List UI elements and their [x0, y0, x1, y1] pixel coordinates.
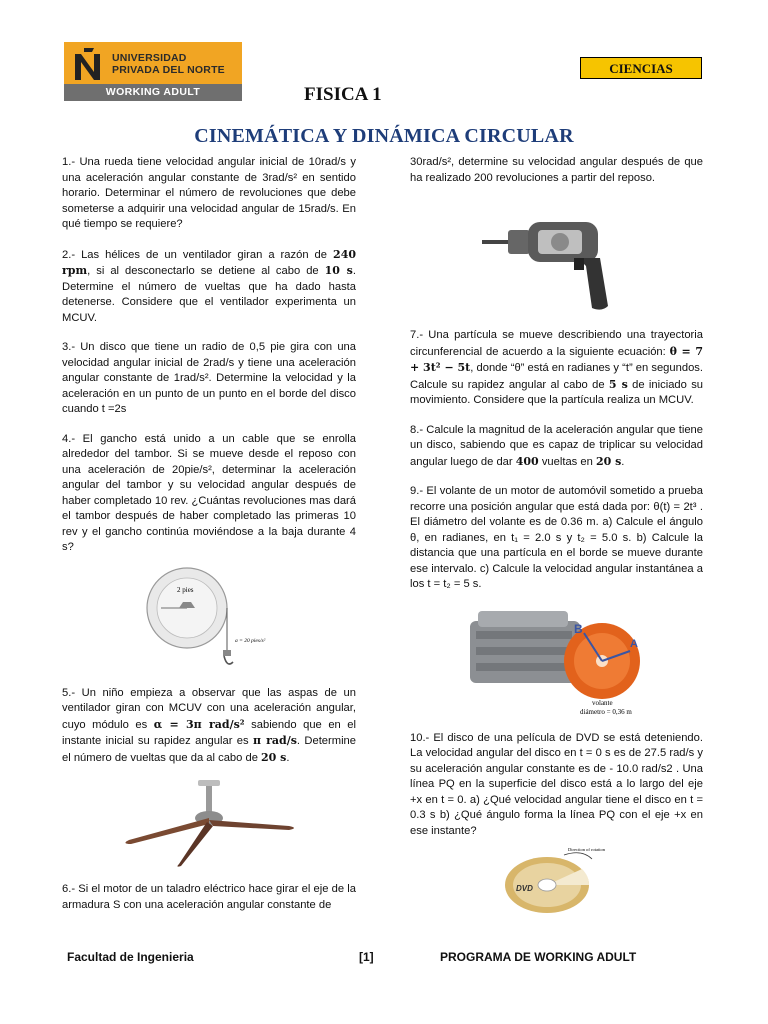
drum-radius-label: 2 pies	[177, 585, 194, 594]
problem-7-text-b: , donde “θ” está en radianes y “t” en segundos. Calcule su rapidez angular al cabo de	[410, 362, 703, 391]
problem-5-text-c: . Determine el número de vueltas que da al cabo de	[62, 735, 356, 764]
problem-8-math-time: 20 s	[595, 454, 622, 468]
drum-hook-figure	[139, 564, 279, 672]
footer-faculty: Facultad de Ingenieria	[67, 950, 194, 964]
problem-5-math-omega: π rad/s	[252, 734, 297, 747]
problem-4: 4.- El gancho está unido a un cable que se enrolla alrededor del tambor. Si se mueve desde el reposo con una aceleración de 20pie/s², determinar la aceleración angular del tambor y su velocidad angular después de haber completado 10 rev. ¿Cuántas revoluciones mas dará el tambor después de haber completado las primeras 10 rev y el gancho continúa moviéndose a la baja durante 4 s?	[62, 432, 356, 553]
problem-5-math-alpha: α = 3π rad/s²	[153, 717, 245, 731]
subject-badge: CIENCIAS	[580, 57, 702, 79]
problem-7-math-time: 5 s	[608, 377, 628, 391]
problem-5-text-b: sabiendo que en el instante inicial su rapidez angular es	[62, 718, 357, 747]
problem-7-text-c: de iniciado su movimiento. Considere que la partícula realiza un MCUV.	[410, 378, 704, 406]
course-title: FISICA 1	[304, 84, 382, 105]
university-logo	[64, 42, 242, 101]
logo-name	[112, 52, 225, 76]
problem-8	[410, 423, 703, 471]
dvd-logo-text: DVD	[515, 884, 533, 893]
problem-1: 1.- Una rueda tiene velocidad angular inicial de 10rad/s y una aceleración angular constante de 3rad/s² en sentido horario. Determinar el número de revoluciones que debe someterse a adquirir una velocidad angular de 15rad/s. En qué tiempo se requiere?	[62, 156, 356, 230]
flywheel-diameter: diámetro = 0,36 m	[579, 707, 632, 716]
ceiling-fan-figure	[109, 780, 309, 868]
problem-7	[410, 328, 703, 409]
problem-5-text-d: .	[286, 751, 290, 764]
problem-6: 6.- Si el motor de un taladro eléctrico hace girar el eje de la armadura S con una aceleración angular constante de	[62, 883, 356, 911]
footer-page-number: [1]	[359, 950, 374, 964]
logo-line2: PRIVADA DEL NORTE	[112, 64, 225, 76]
flywheel-caption: volante	[591, 698, 613, 707]
drill-figure	[482, 196, 632, 314]
upn-logo-icon	[72, 46, 106, 82]
problem-8-text-a: 8.- Calcule la magnitud de la aceleración angular que tiene un disco, sabiendo que es capaz de triplicar su velocidad angular luego de dar	[410, 423, 703, 468]
problem-2-text-c: . Determine el número de vueltas que ha dado hasta detenerse. Considere que el ventilador experimenta un MCUV.	[62, 265, 356, 324]
problem-6-continued: 30rad/s², determine su velocidad angular después de que ha realizado 200 revoluciones a partir del reposo.	[410, 156, 703, 184]
dvd-figure	[502, 845, 612, 915]
page-title: CINEMÁTICA Y DINÁMICA CIRCULAR	[194, 125, 574, 147]
problem-5-math-time: 20 s	[261, 750, 287, 764]
problem-3: 3.- Un disco que tiene un radio de 0,5 pie gira con una velocidad angular inicial de 2rad/s y tiene una aceleración angular constante de 1rad/s². Determine la velocidad y la aceleración en un punto de un punto en el borde del disco cuando t =2s	[62, 341, 356, 415]
problem-8-math-turns: 400	[515, 454, 539, 468]
problem-5	[62, 686, 356, 767]
problem-7-math-theta: θ = 7 + 3t² − 5t	[410, 344, 703, 374]
flywheel-point-b: B	[573, 621, 583, 636]
problem-5-text-a: 5.- Un niño empieza a observar que las aspas de un ventilador giran con MCUV con una aceleración angular, cuyo módulo es	[62, 686, 356, 731]
problem-7-text-a: 7.- Una partícula se mueve describiendo una trayectoria circunferencial de acuerdo a la siguiente ecuación:	[410, 329, 703, 358]
logo-line1: UNIVERSIDAD	[112, 52, 187, 64]
problem-9: 9.- El volante de un motor de automóvil sometido a prueba recorre una posición angular que está dada por: θ(t) = 2t³ . El diámetro del volante es de 0.36 m. a) Calcule el ángulo θ, en radianes, en t₁ = 2.0 s y t₂ = 5.0 s. b) Calcule la distancia que una partícula en el borde se mueve durante ese intervalo. c) Calcule la velocidad angular instantánea a los t = t₂ = 5 s.	[410, 485, 703, 590]
engine-flywheel-figure	[462, 601, 652, 717]
problem-2-text-b: , si al desconectarlo se detiene al cabo de	[87, 265, 319, 277]
problem-8-text-b: vueltas en	[541, 455, 593, 468]
problem-2	[62, 247, 356, 327]
problem-8-text-c: .	[621, 455, 625, 468]
left-column	[62, 155, 356, 927]
flywheel-point-a: A	[629, 637, 638, 650]
problem-2-math-rpm: 240 rpm	[62, 247, 357, 277]
dvd-rotation-label: Direction of rotation	[567, 847, 605, 852]
right-column	[410, 155, 703, 929]
footer-program: PROGRAMA DE WORKING ADULT	[440, 950, 637, 964]
problem-2-math-time: 10 s	[324, 264, 353, 277]
hook-accel-label: a = 20 pies/s²	[235, 637, 266, 644]
logo-band: WORKING ADULT	[64, 84, 242, 101]
problem-10: 10.- El disco de una película de DVD se está deteniendo. La velocidad angular del disco en t = 0 s es de 27.5 rad/s y su aceleración angular constante es de - 10.0 rad/s2 . Una línea PQ en la superficie del disco está a lo largo del eje +x en t = 0. a) ¿Qué velocidad angular tiene el disco en t = 0.3 s b) ¿Qué ángulo forma la línea PQ con el eje +x en ese instante?	[410, 731, 703, 837]
problem-2-text-a: 2.- Las hélices de un ventilador giran a razón de	[62, 248, 328, 261]
